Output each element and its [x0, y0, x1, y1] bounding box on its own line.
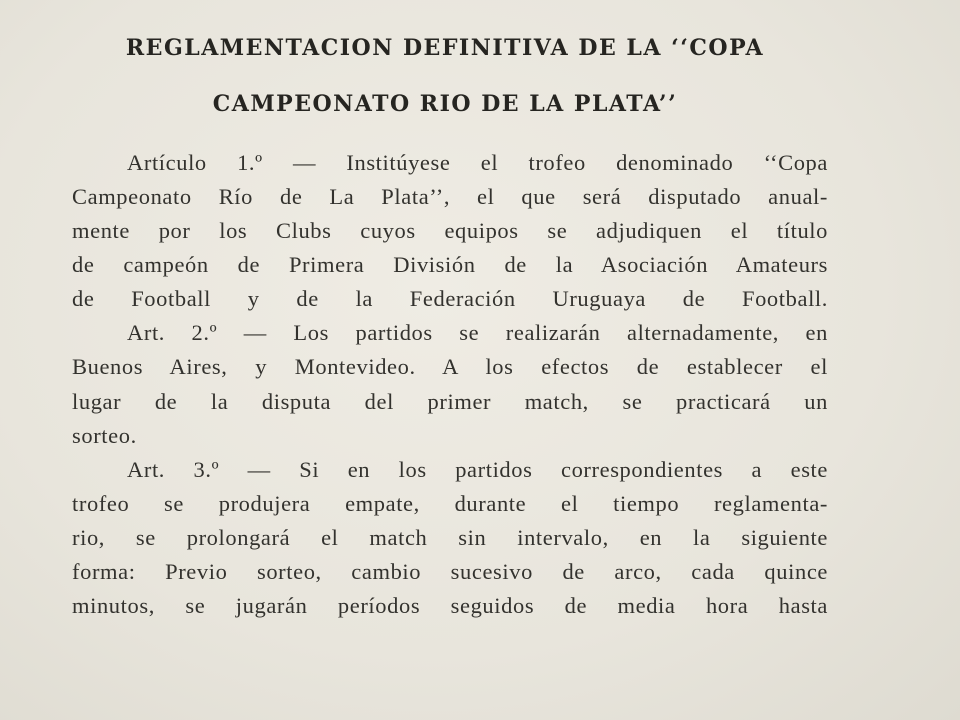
article-2-line-1: Art. 2.º — Los partidos se realizarán alternadamente, en — [127, 320, 828, 345]
document-title-line-1: REGLAMENTACION DEFINITIVA DE LA ‘‘COPA — [125, 35, 765, 61]
article-3-line-3: rio, se prolongará el match sin intervalo, en la siguiente — [72, 525, 828, 550]
document-title-line-2: CAMPEONATO RIO DE LA PLATA’’ — [212, 91, 678, 117]
article-2-line-3: lugar de la disputa del primer match, se practicará un — [72, 389, 828, 414]
article-1-line-4: de campeón de Primera División de la Asociación Amateurs — [72, 252, 828, 277]
article-3-line-1: Art. 3.º — Si en los partidos correspondientes a este — [127, 457, 828, 482]
article-3-line-4: forma: Previo sorteo, cambio sucesivo de arco, cada quince — [72, 559, 828, 584]
article-1-line-5: de Football y de la Federación Uruguaya de Football. — [72, 286, 828, 311]
article-3-line-2: trofeo se produjera empate, durante el tiempo reglamenta- — [72, 491, 828, 516]
article-2-line-2: Buenos Aires, y Montevideo. A los efectos de establecer el — [72, 354, 828, 379]
article-2-line-4: sorteo. — [72, 423, 137, 448]
article-1-line-2: Campeonato Río de La Plata’’, el que será disputado anual- — [72, 184, 828, 209]
article-1-line-1: Artículo 1.º — Institúyese el trofeo denominado ‘‘Copa — [127, 150, 828, 175]
article-3-line-5: minutos, se jugarán períodos seguidos de media hora hasta — [72, 593, 828, 618]
article-1-line-3: mente por los Clubs cuyos equipos se adjudiquen el título — [72, 218, 828, 243]
